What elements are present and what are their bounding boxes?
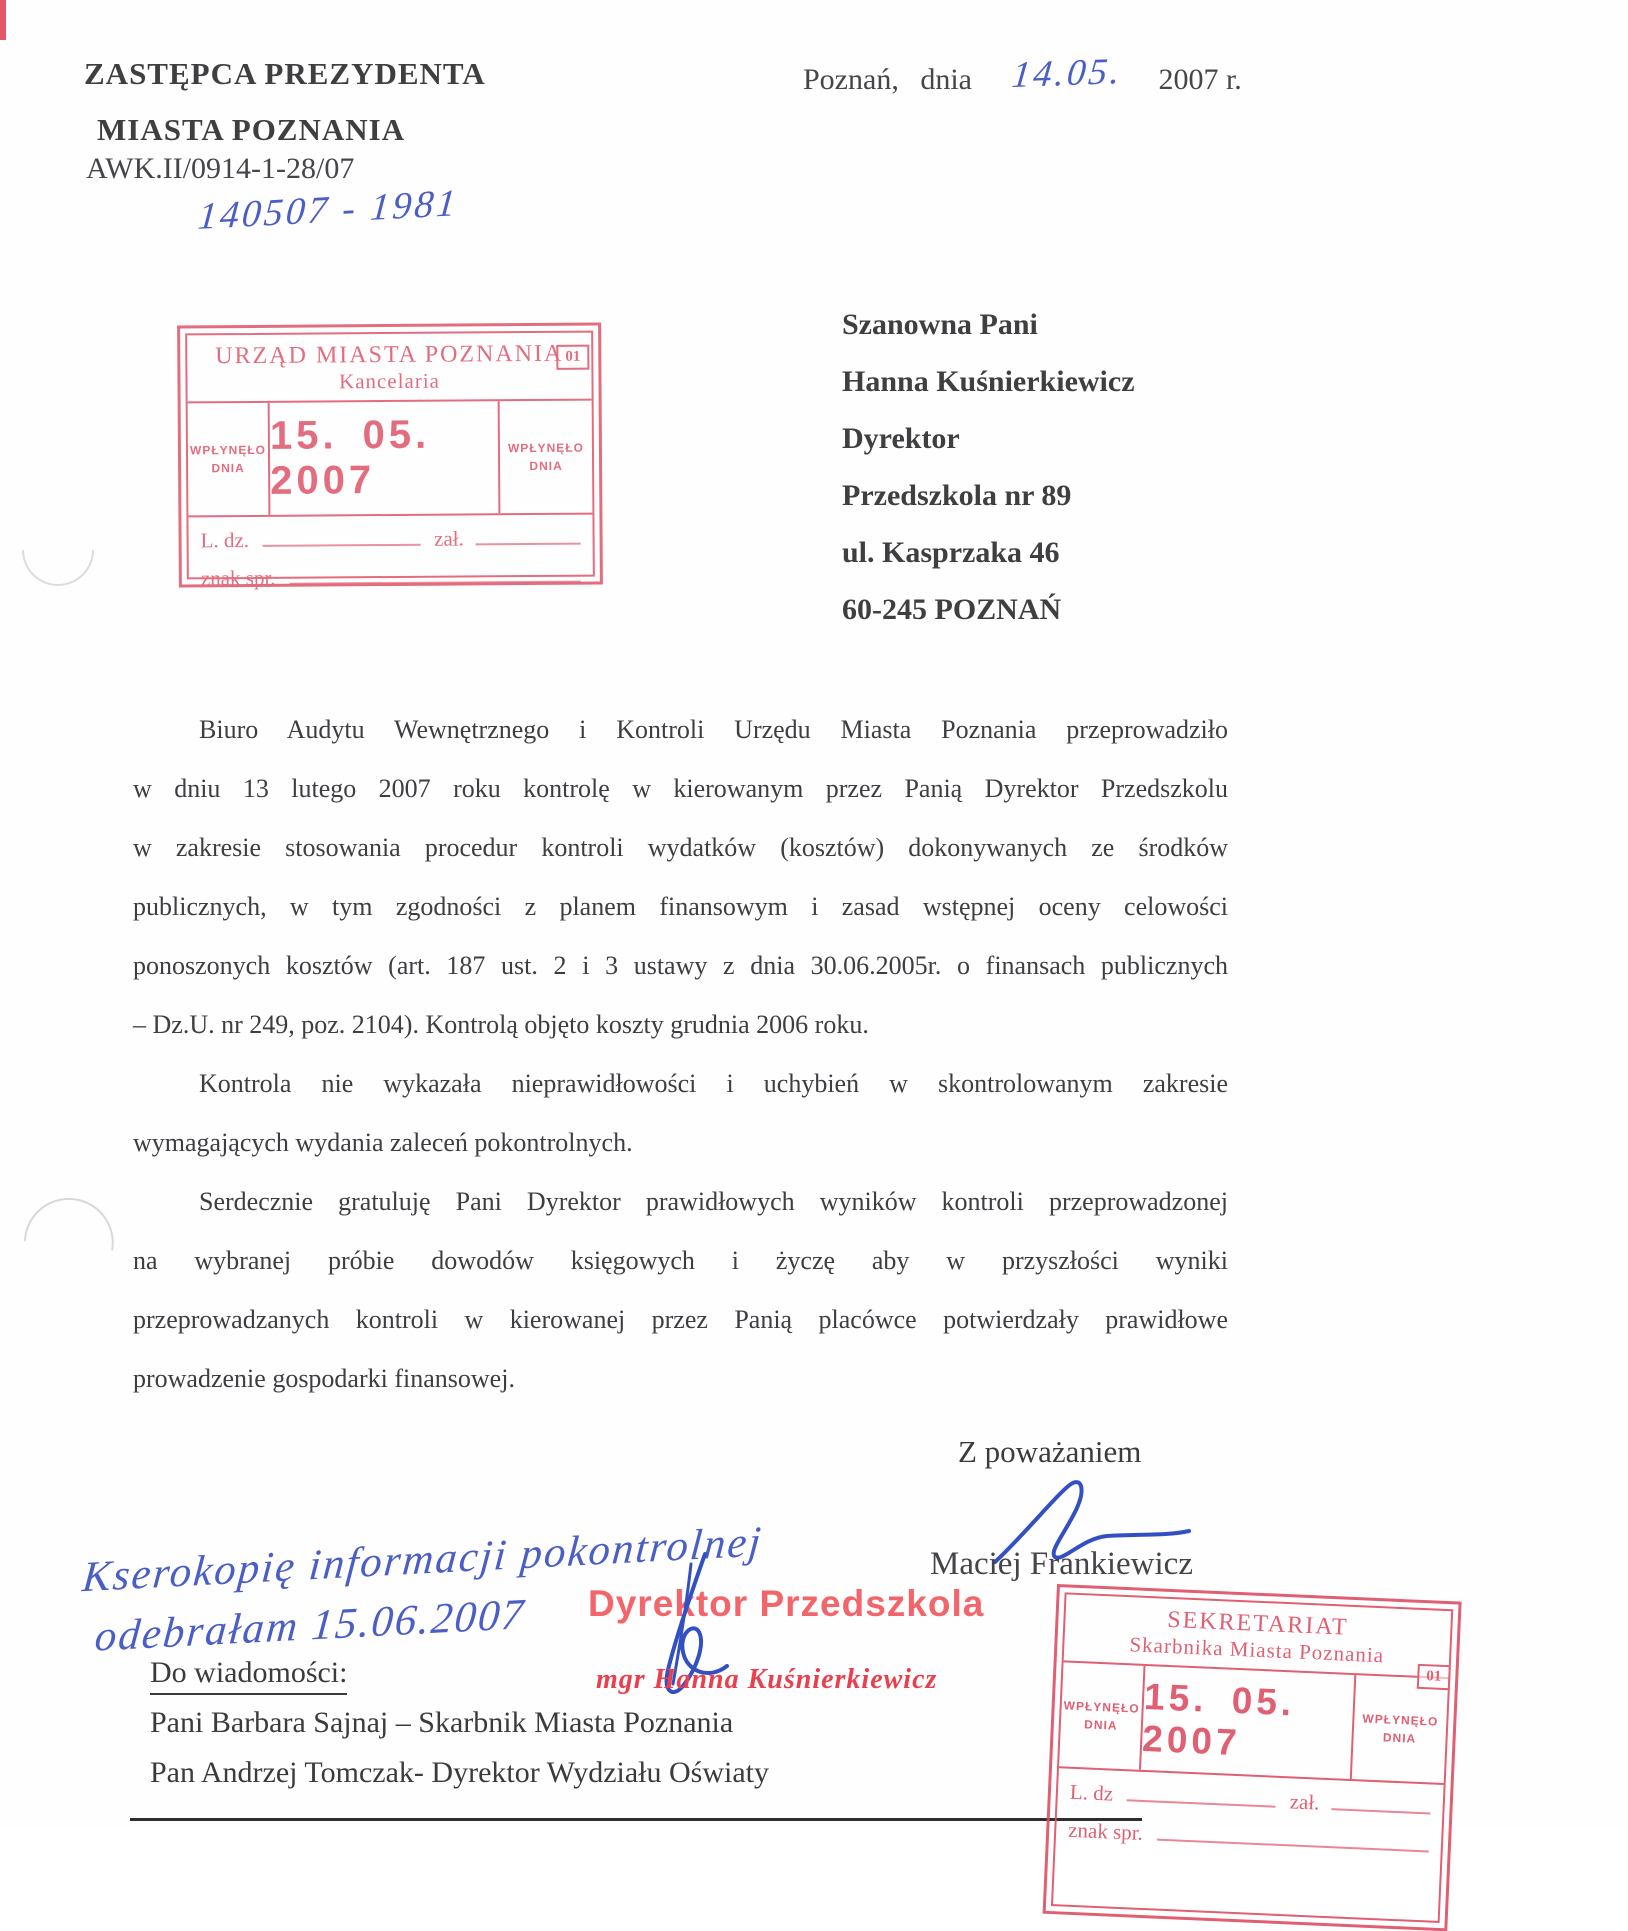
cc-item: Pan Andrzej Tomczak- Dyrektor Wydziału Oświaty — [150, 1756, 769, 1789]
stamp-border — [1043, 1584, 1462, 1931]
scan-artifact-arc — [22, 550, 94, 586]
recipient-title: Dyrektor — [842, 422, 960, 455]
recipient-address — [842, 296, 1135, 638]
stamp-dyrektor-name: mgr Hanna Kuśnierkiewicz — [596, 1664, 938, 1695]
body-line: – Dz.U. nr 249, poz. 2104). Kontrolą objęto koszty grudnia 2006 roku. — [133, 1010, 869, 1039]
body-line: przeprowadzanych kontroli w kierowanej przez Panią placówce potwierdzały prawidłowe — [133, 1305, 1228, 1334]
cc-heading: Do wiadomości: — [150, 1656, 347, 1695]
sender-title-line2: MIASTA POZNANIA — [97, 112, 406, 147]
blank-line — [289, 561, 580, 585]
stamp-header — [187, 333, 591, 404]
stamp-footer — [188, 513, 593, 612]
handwritten-registry-number: 140507 - 1981 — [196, 182, 461, 238]
received-day-word: DNIA — [1382, 1730, 1417, 1746]
dateline-year: 2007 r. — [1158, 63, 1242, 96]
stamp-received-date: 15. 05. 2007 — [269, 412, 431, 503]
cc-item: Pani Barbara Sajnaj – Skarbnik Miasta Poznania — [150, 1706, 734, 1739]
handwritten-note-line2: odebrałam 15.06.2007 — [93, 1590, 528, 1661]
dateline — [803, 50, 1242, 99]
body-line: w zakresie stosowania procedur kontroli wydatków (kosztów) dokonywanych ze środków — [133, 833, 1228, 862]
blank-line — [476, 523, 581, 546]
received-word: WPŁYNĘŁO — [1063, 1698, 1140, 1716]
blank-line — [1127, 1779, 1277, 1807]
znak-label: znak spr. — [200, 565, 276, 591]
stamp-code-box: 01 — [1417, 1664, 1451, 1690]
stamp-kancelaria — [177, 323, 603, 591]
stamp-received-label — [1059, 1662, 1145, 1769]
stamp-org-name: SEKRETARIAT — [1166, 1606, 1350, 1641]
blank-line — [1331, 1788, 1431, 1814]
stamp-org-unit: Skarbnika Miasta Poznania — [1129, 1632, 1385, 1668]
recipient-city: 60-245 POZNAŃ — [842, 593, 1062, 626]
handwritten-date: 14.05. — [1009, 50, 1125, 97]
stamp-border — [177, 323, 603, 591]
received-word: WPŁYNĘŁO — [507, 440, 585, 456]
zal-label: zał. — [434, 526, 464, 551]
stamp-org-unit: Kancelaria — [338, 368, 441, 394]
stamp-received-label — [1350, 1675, 1448, 1783]
bottom-rule — [130, 1818, 1142, 1821]
blank-line — [1157, 1819, 1430, 1853]
stamp-code-box: 01 — [556, 345, 589, 370]
ldz-label: L. dz. — [200, 527, 250, 553]
recipient-salutation: Szanowna Pani — [842, 308, 1038, 341]
body-line: Kontrola nie wykazała nieprawidłowości i uchybień w skontrolowanym zakresie — [199, 1069, 1228, 1098]
scan-artifact-arc — [24, 1193, 119, 1250]
recipient-institution: Przedszkola nr 89 — [842, 479, 1072, 512]
received-day-word: DNIA — [529, 458, 563, 474]
body-line: prowadzenie gospodarki finansowej. — [133, 1364, 515, 1393]
stamp-org-name: URZĄD MIASTA POZNANIA — [215, 340, 564, 370]
stamp-footer — [1053, 1766, 1444, 1921]
stamp-dyrektor-title: Dyrektor Przedszkola — [588, 1583, 985, 1624]
received-day-word: DNIA — [1083, 1717, 1118, 1733]
reference-number: AWK.II/0914-1-28/07 — [86, 152, 355, 185]
received-word: WPŁYNĘŁO — [189, 442, 267, 458]
znak-label: znak spr. — [1067, 1817, 1144, 1845]
body-line: Serdecznie gratuluję Pani Dyrektor prawidłowych wyników kontroli przeprowadzonej — [199, 1187, 1228, 1216]
received-word: WPŁYNĘŁO — [1362, 1711, 1439, 1729]
body-line: ponoszonych kosztów (art. 187 ust. 2 i 3 ustawy z dnia 30.06.2005r. o finansach publicznych — [133, 951, 1228, 980]
letter-body — [133, 700, 1228, 1408]
body-line: na wybranej próbie dowodów księgowych i życzę aby w przyszłości wyniki — [133, 1246, 1228, 1275]
stamp-received-label — [188, 403, 271, 516]
stamp-received-date: 15. 05. 2007 — [1141, 1675, 1297, 1764]
recipient-name: Hanna Kuśnierkiewicz — [842, 365, 1135, 398]
signer-name: Maciej Frankiewicz — [930, 1546, 1193, 1582]
recipient-street: ul. Kasprzaka 46 — [842, 536, 1060, 569]
body-line: publicznych, w tym zgodności z planem finansowym i zasad wstępnej oceny celowości — [133, 892, 1228, 921]
stamp-sekretariat — [1043, 1584, 1462, 1931]
handwritten-note-line1: Kserokopię informacji pokontrolnej — [80, 1518, 765, 1602]
body-line: Biuro Audytu Wewnętrznego i Kontroli Urzędu Miasta Poznania przeprowadziło — [199, 715, 1228, 744]
body-line: w dniu 13 lutego 2007 roku kontrolę w kierowanym przez Panią Dyrektor Przedszkolu — [133, 774, 1228, 803]
ldz-label: L. dz — [1069, 1779, 1114, 1806]
body-line: wymagających wydania zaleceń pokontrolnych. — [133, 1128, 633, 1157]
closing-salutation: Z poważaniem — [958, 1434, 1142, 1469]
dateline-place: Poznań, dnia — [803, 63, 972, 96]
sender-title-line1: ZASTĘPCA PREZYDENTA — [84, 56, 486, 91]
scan-corner-mark — [0, 0, 6, 40]
stamp-received-label — [498, 401, 593, 514]
received-day-word: DNIA — [211, 461, 245, 476]
blank-line — [263, 524, 420, 547]
zal-label: zał. — [1289, 1789, 1320, 1815]
